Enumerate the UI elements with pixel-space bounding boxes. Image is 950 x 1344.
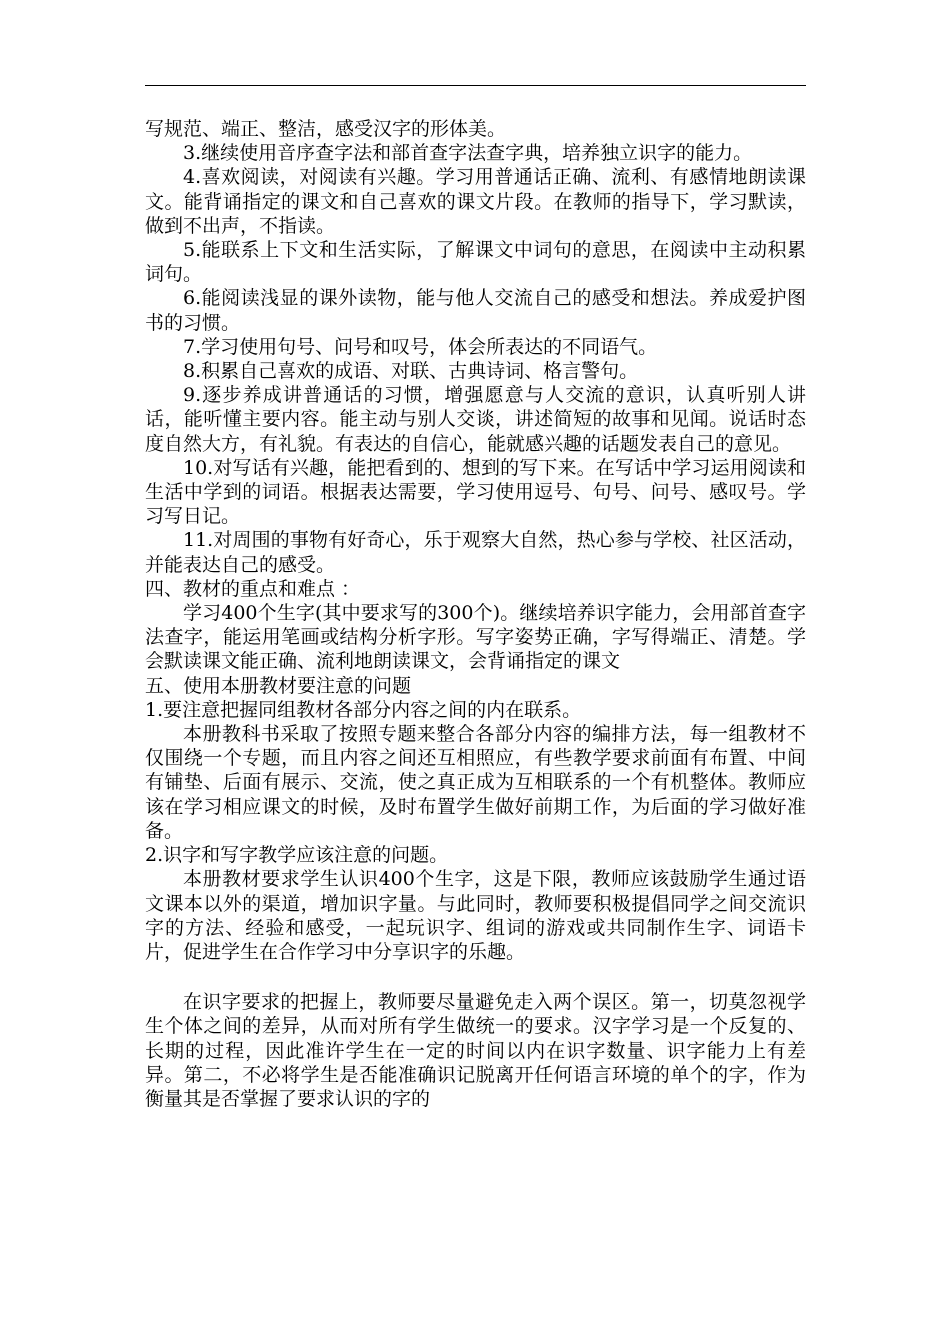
item-11: 11.对周围的事物有好奇心，乐于观察大自然，热心参与学校、社区活动，并能表达自己的感受。 [145, 529, 806, 576]
paragraph-misconceptions: 在识字要求的把握上，教师要尽量避免走入两个误区。第一，切莫忽视学生个体之间的差异，从而对所有学生做统一的要求。汉字学习是一个反复的、长期的过程，因此准许学生在一定的时间以内在识字数量、识字能力上有差异。第二，不必将学生是否能准确识记脱离开任何语言环境的单个的字，作为衡量其是否掌握了要求认识的字的 [145, 991, 806, 1110]
paragraph-literacy-400: 本册教材要求学生认识400个生字，这是下限，教师应该鼓励学生通过语文课本以外的渠道，增加识字量。与此同时，教师要积极提倡同学之间交流识字的方法、经验和感受，一起玩识字、组词的游戏或共同制作生字、词语卡片，促进学生在合作学习中分享识字的乐趣。 [145, 868, 806, 963]
subheading-2: 2.识字和写字教学应该注意的问题。 [145, 844, 449, 867]
subheading-1: 1.要注意把握同组教材各部分内容之间的内在联系。 [145, 698, 582, 721]
document-body [145, 117, 806, 1111]
item-4: 4.喜欢阅读，对阅读有兴趣。学习用普通话正确、流利、有感情地朗读课文。能背诵指定的课文和自己喜欢的课文片段。在教师的指导下，学习默读，做到不出声，不指读。 [145, 166, 806, 237]
item-10: 10.对写话有兴趣，能把看到的、想到的写下来。在写话中学习运用阅读和生活中学到的词语。根据表达需要，学习使用逗号、句号、问号、感叹号。学习写日记。 [145, 456, 806, 528]
item-3: 3.继续使用音序查字法和部首查字法查字典，培养独立识字的能力。 [183, 142, 753, 165]
item-9: 9.逐步养成讲普通话的习惯，增强愿意与人交流的意识，认真听别人讲话，能听懂主要内容。能主动与别人交谈，讲述简短的故事和见闻。说话时态度自然大方，有礼貌。有表达的自信心，能就感兴趣的话题发表自己的意见。 [145, 384, 806, 455]
section-heading-4: 四、教材的重点和难点 ： [145, 577, 361, 600]
item-5: 5.能联系上下文和生活实际，了解课文中词句的意思，在阅读中主动积累词句。 [145, 239, 806, 286]
item-8: 8.积累自己喜欢的成语、对联、古典诗词、格言警句。 [183, 360, 639, 383]
paragraph-textbook-arrangement: 本册教科书采取了按照专题来整合各部分内容的编排方法，每一组教材不仅围绕一个专题，而且内容之间还互相照应，有些教学要求前面有布置、中间有铺垫、后面有展示、交流，使之真正成为互相联系的一个有机整体。教师应该在学习相应课文的时候，及时布置学生做好前期工作，为后面的学习做好准备。 [145, 723, 806, 842]
paragraph-writing-standard: 写规范、端正、整洁，感受汉字的形体美。 [145, 118, 507, 140]
paragraph-key-points: 学习400个生字(其中要求写的300个)。继续培养识字能力，会用部首查字法查字，能运用笔画或结构分析字形。写字姿势正确，字写得端正、清楚。学会默读课文能正确、流利地朗读课文，会背诵指定的课文 [145, 602, 806, 673]
section-heading-5: 五、使用本册教材要注意的问题 [145, 674, 412, 697]
header-rule [145, 85, 806, 86]
item-7: 7.学习使用句号、问号和叹号，体会所表达的不同语气。 [183, 335, 658, 358]
item-6: 6.能阅读浅显的课外读物，能与他人交流自己的感受和想法。养成爱护图书的习惯。 [145, 287, 806, 334]
